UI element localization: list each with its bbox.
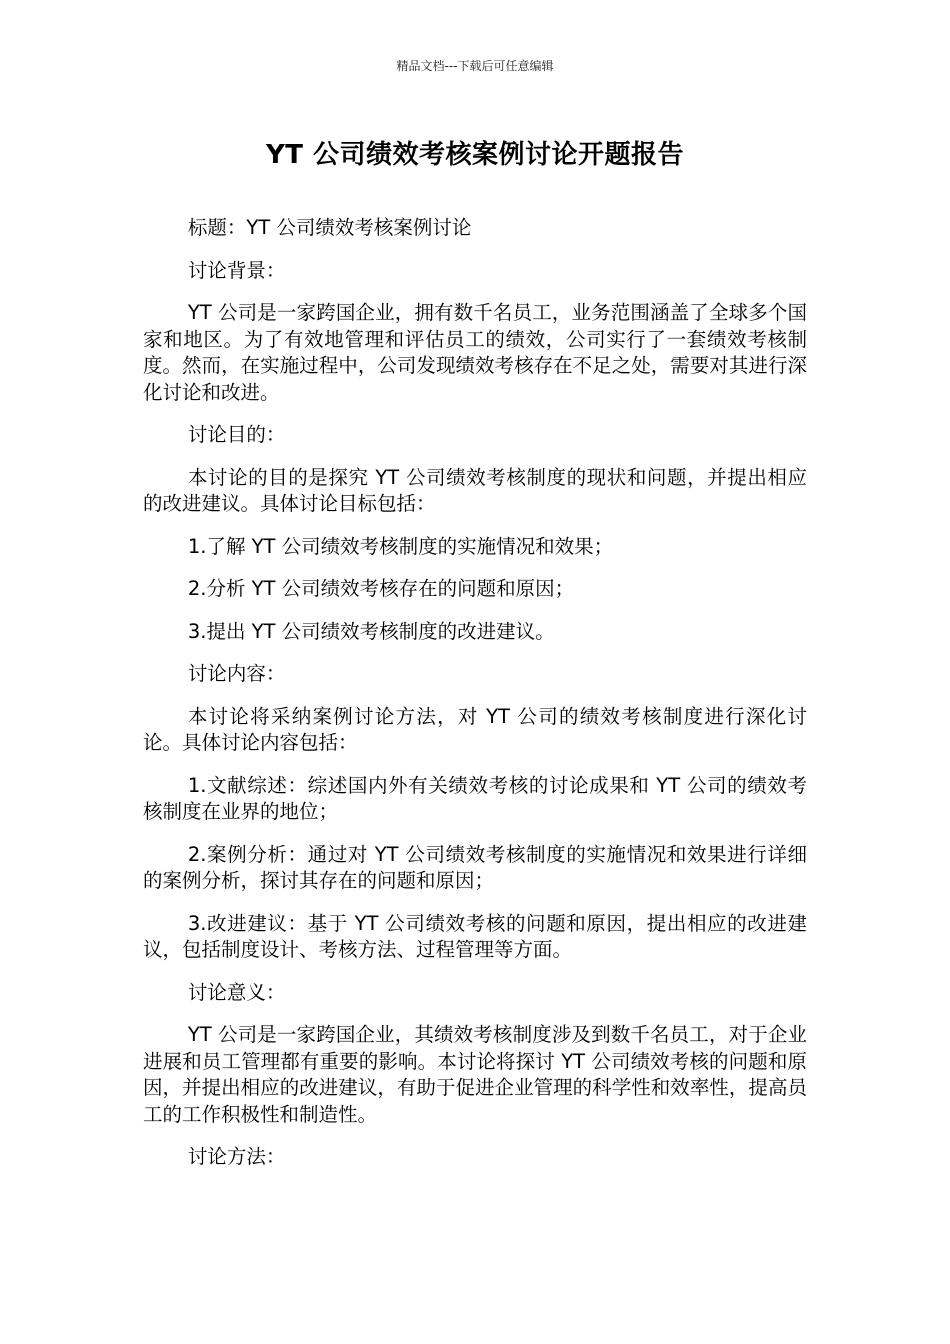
purpose-item-1: 1.了解 YT 公司绩效考核制度的实施情况和效果；: [187, 534, 614, 558]
paragraph-subject: 标题：YT 公司绩效考核案例讨论: [187, 216, 472, 239]
document-title: YT 公司绩效考核案例讨论开题报告: [265, 140, 685, 170]
heading-background: 讨论背景：: [187, 258, 286, 282]
paragraph-purpose: 本讨论的目的是探究 YT 公司绩效考核制度的现状和问题，并提出相应的改进建议。具体讨论目标包括：: [143, 465, 807, 515]
content-item-3: 3.改进建议：基于 YT 公司绩效考核的问题和原因，提出相应的改进建议，包括制度设计、考核方法、过程管理等方面。: [143, 911, 807, 961]
paragraph-content: 本讨论将采纳案例讨论方法，对 YT 公司的绩效考核制度进行深化讨论。具体讨论内容包括：: [143, 704, 807, 754]
purpose-item-2: 2.分析 YT 公司绩效考核存在的问题和原因；: [187, 577, 575, 600]
paragraph-significance: YT 公司是一家跨国企业，其绩效考核制度涉及到数千名员工，对于企业进展和员工管理都有重要的影响。本讨论将探讨 YT 公司绩效考核的问题和原因，并提出相应的改进建议，有助于促进企业管理的科学性和效率性，提高员工的工作积极性和制造性。: [143, 1023, 807, 1126]
heading-content: 讨论内容：: [187, 662, 286, 685]
paragraph-background: YT 公司是一家跨国企业，拥有数千名员工，业务范围涵盖了全球多个国家和地区。为了有效地管理和评估员工的绩效，公司实行了一套绩效考核制度。然而，在实施过程中，公司发现绩效考核存在不足之处，需要对其进行深化讨论和改进。: [143, 301, 807, 404]
header-note: 精品文档---下载后可任意编辑: [396, 59, 554, 73]
document-body: [143, 215, 807, 1187]
content-item-2: 2.案例分析：通过对 YT 公司绩效考核制度的实施情况和效果进行详细的案例分析，探讨其存在的问题和原因；: [143, 842, 807, 892]
heading-method: 讨论方法：: [187, 1145, 286, 1168]
content-item-1: 1.文献综述：综述国内外有关绩效考核的讨论成果和 YT 公司的绩效考核制度在业界的地位；: [143, 773, 807, 823]
heading-purpose: 讨论目的：: [187, 423, 286, 446]
heading-significance: 讨论意义：: [187, 980, 286, 1004]
purpose-item-3: 3.提出 YT 公司绩效考核制度的改进建议。: [187, 619, 555, 643]
